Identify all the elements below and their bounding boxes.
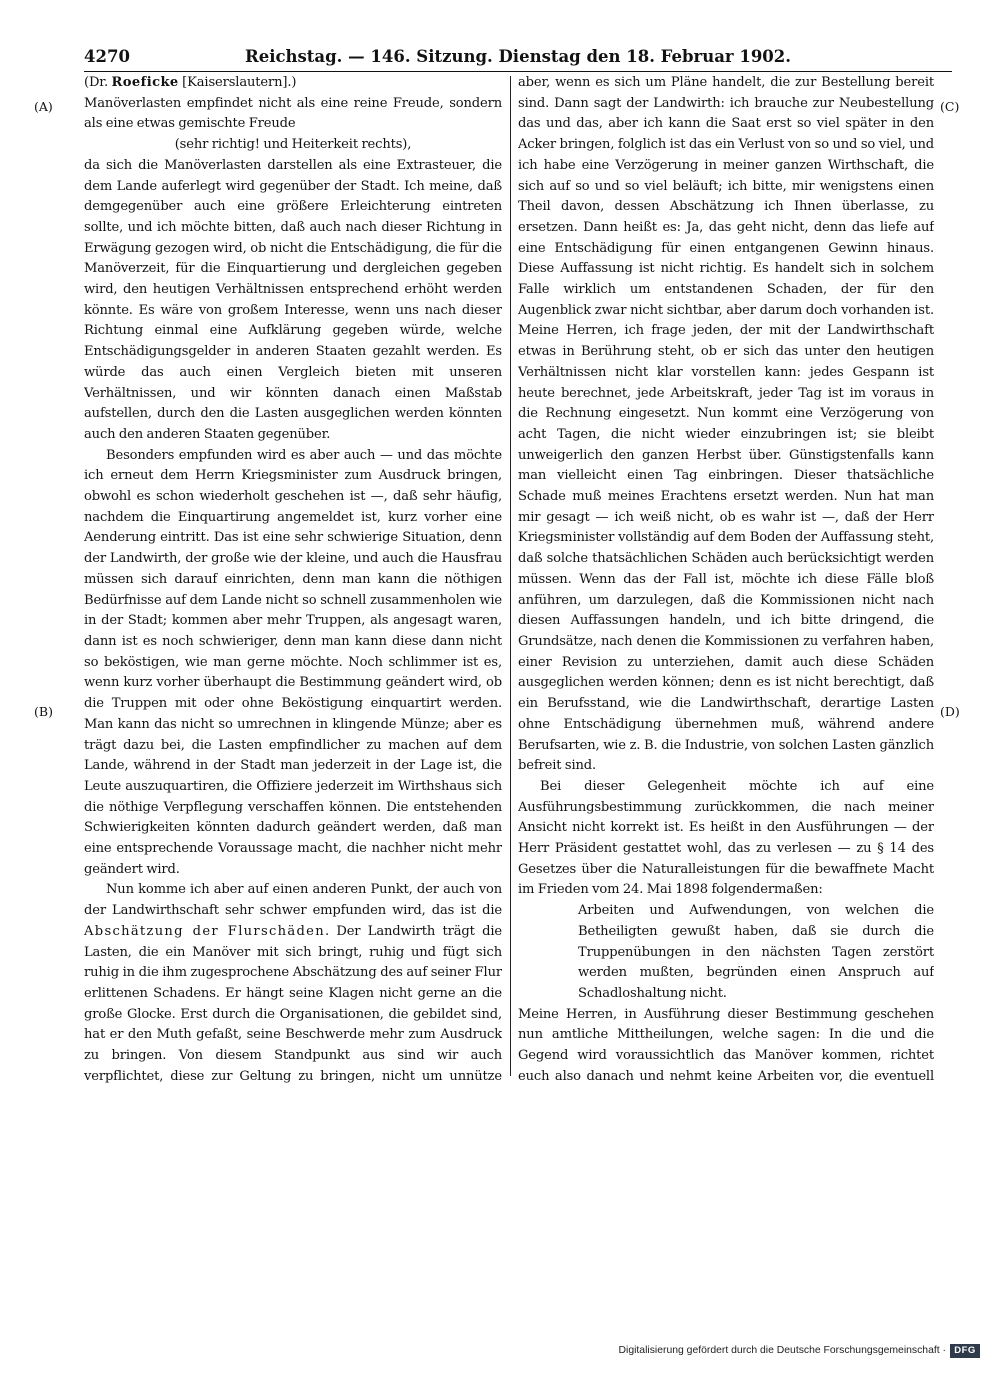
dfg-logo: DFG	[950, 1344, 980, 1358]
paragraph	[84, 880, 502, 1083]
margin-marker-c: (C)	[940, 99, 960, 114]
right-column	[518, 73, 934, 1083]
column-divider	[510, 76, 511, 1076]
page-title: Reichstag. — 146. Sitzung. Dienstag den 18. Februar 1902.	[244, 47, 792, 66]
paragraph-text: Nun komme ich aber auf einen anderen Punkt, der auch von der Landwirthschaft sehr schwer empfunden wird, das ist die	[84, 882, 502, 919]
quoted-regulation: Arbeiten und Aufwendungen, von welchen die Betheiligten gewußt haben, daß sie durch die Truppenübungen in den nächsten Tagen zerstört werden mußten, begründen einen Anspruch auf Schadloshaltung nicht.	[578, 903, 934, 1001]
page-number: 4270	[84, 47, 130, 66]
paragraph: Bei dieser Gelegenheit möchte ich auf eine Ausführungsbestimmung zurückkommen, die nach meiner Ansicht nicht korrekt ist. Es heißt in den Ausführungen — der Herr Präsident gestattet wohl, das zu verlesen — zu § 14 des Gesetzes über die Naturalleistungen für die bewaffnete Macht im Frieden vom 24. Mai 1898 folgendermaßen:	[518, 778, 934, 898]
paragraph: Manöverlasten empfindet nicht als eine reine Freude, sondern als eine etwas gemischte Freude	[84, 95, 502, 132]
credit-text: Digitalisierung gefördert durch die Deutsche Forschungsgemeinschaft ·	[618, 1345, 946, 1356]
margin-marker-d: (D)	[940, 704, 960, 719]
left-column	[84, 73, 502, 1083]
paragraph: Meine Herren, in Ausführung dieser Bestimmung geschehen nun amtliche Mittheilungen, welche sagen: In die und die Gegend wird voraussichtlich das Manöver kommen, richtet euch also danach und nehmt keine Arbeiten vor, die eventuell	[518, 1006, 934, 1083]
paragraph: aber, wenn es sich um Pläne handelt, die zur Bestellung bereit sind. Dann sagt der Landwirth: ich brauche zur Neubestellung das und das, aber ich kann die Saat erst so viel später in den Acker bringen, folglich ist das ein Verlust von so und so viel, und ich habe eine Verzögerung in meiner ganzen Wirthschaft, die sich auf so und so viel beläuft; ich bitte, mir wenigstens einen Theil davon, dessen Abschätzung ich Ihnen überlasse, zu ersetzen. Dann heißt es: Ja, das geht nicht, denn das liefe auf eine Entschädigung für einen entgangenen Gewinn hinaus. Diese Auffassung ist nicht richtig. Es handelt sich in solchem Falle wirklich um entstandenen Schaden, der für den Augenblick zwar nicht sichtbar, aber darum doch vorhanden ist. Meine Herren, ich frage jeden, der mit der Landwirthschaft etwas in Berührung steht, ob er sich das unter den heutigen Verhältnissen nicht klar vorstellen kann: jedes Gespann ist heute berechnet, jede Arbeitskraft, jeder Tag ist im voraus in die Rechnung eingesetzt. Nun kommt eine Verzögerung von acht Tagen, die nicht wieder einzubringen ist; sie bleibt unweigerlich den ganzen Herbst über. Günstigstenfalls kann man vielleicht einen Tag einbringen. Dieser thatsächliche Schade muß meines Erachtens ersetzt werden. Nun hat man mir gesagt — ich weiß nicht, ob es wahr ist —, daß der Herr Kriegsminister vollständig auf dem Boden der Auffassung steht, daß solche thatsächlichen Schäden auch berücksichtigt werden müssen. Wenn das der Fall ist, möchte ich diese Fälle bloß anführen, um darzulegen, daß die Kommissionen nicht nach diesen Auffassungen handeln, und ich bitte dringend, die Grundsätze, nach denen die Kommissionen zu verfahren haben, einer Revision zu unterziehen, damit auch diese Schäden ausgeglichen werden können; denn es ist nicht berechtigt, daß ein Berufsstand, wie die Landwirthschaft, derartige Lasten ohne Entschädigung übernehmen muß, während andere Berufsarten, wie z. B. die Industrie, von solchen Lasten gänzlich befreit sind.	[518, 75, 934, 774]
margin-marker-b: (B)	[34, 704, 53, 719]
paragraph-text: . Der Landwirth trägt die Lasten, die ein Manöver mit sich bringt, ruhig und fügt sich ruhig in die ihm zugesprochene Abschätzung des auf seiner Flur erlittenen Schadens. Er hängt seine Klagen nicht gerne an die große Glocke. Erst durch die Organisationen, die gebildet sind, hat er den Muth gefaßt, seine Beschwerde mehr zum Ausdruck zu bringen. Von diesem Standpunkt aus sind wir auch verpflichtet, diese zur Geltung zu bringen, nicht um unnütze	[84, 923, 502, 1083]
speaker-line	[84, 73, 502, 94]
speaker-name: Roeficke	[111, 75, 179, 90]
speaker-open: (Dr.	[84, 75, 112, 90]
emphasized-text: Abschätzung der Flurschäden	[84, 923, 325, 939]
margin-marker-a: (A)	[34, 99, 53, 114]
interjection: (sehr richtig! und Heiterkeit rechts),	[174, 137, 412, 153]
speaker-constituency: [Kaiserslautern].)	[178, 75, 297, 90]
page-header	[84, 46, 952, 70]
paragraph: da sich die Manöverlasten darstellen als eine Extrasteuer, die dem Lande auferlegt wird gegenüber der Stadt. Ich meine, daß demgegenüber auch eine größere Erleichterung eintreten sollte, und ich möchte bitten, daß auch nach dieser Richtung in Erwägung gezogen wird, ob nicht die Entschädigung, die für die Manöverzeit, für die Einquartierung und dergleichen gegeben wird, den heutigen Verhältnissen entsprechend erhöht werden könnte. Es wäre von großem Interesse, wenn uns nach dieser Richtung einmal eine Aufklärung gegeben würde, welche Entschädigungsgelder in anderen Staaten gezahlt werden. Es würde das auch einen Vergleich bieten mit unseren Verhältnissen, und wir könnten danach einen Maßstab aufstellen, durch den die Lasten ausgeglichen werden könnten auch den anderen Staaten gegenüber.	[84, 157, 502, 442]
header-rule	[84, 71, 952, 72]
digitization-credit	[618, 1341, 980, 1361]
paragraph: Besonders empfunden wird es aber auch — und das möchte ich erneut dem Herrn Kriegsminister zum Ausdruck bringen, obwohl es schon wiederholt geschehen ist —, daß sehr häufig, nachdem die Einquartirung angemeldet ist, kurz vorher eine Aenderung eintritt. Das ist eine sehr schwierige Situation, denn der Landwirth, der große wie der kleine, und auch die Hausfrau müssen sich darauf einrichten, denn man kann die nöthigen Bedürfnisse auf dem Lande nicht so schnell zusammenholen wie in der Stadt; kommen aber mehr Truppen, als angesagt waren, dann ist es noch schwieriger, denn man kann diese dann nicht so beköstigen, wie man gerne möchte. Noch schlimmer ist es, wenn kurz vorher überhaupt die Bestimmung geändert wird, ob die Truppen mit oder ohne Beköstigung einquartirt werden. Man kann das nicht so umrechnen in klingende Münze; aber es trägt dazu bei, die Lasten empfindlicher zu machen auf dem Lande, während in der Stadt man jederzeit in der Lage ist, die Leute auszuquartiren, die Offiziere jederzeit im Wirthshaus sich die nöthige Verpflegung verschaffen können. Die entstehenden Schwierigkeiten könnten dadurch geändert werden, daß man eine entsprechende Voraussage macht, die nachher nicht mehr geändert wird.	[84, 447, 502, 877]
